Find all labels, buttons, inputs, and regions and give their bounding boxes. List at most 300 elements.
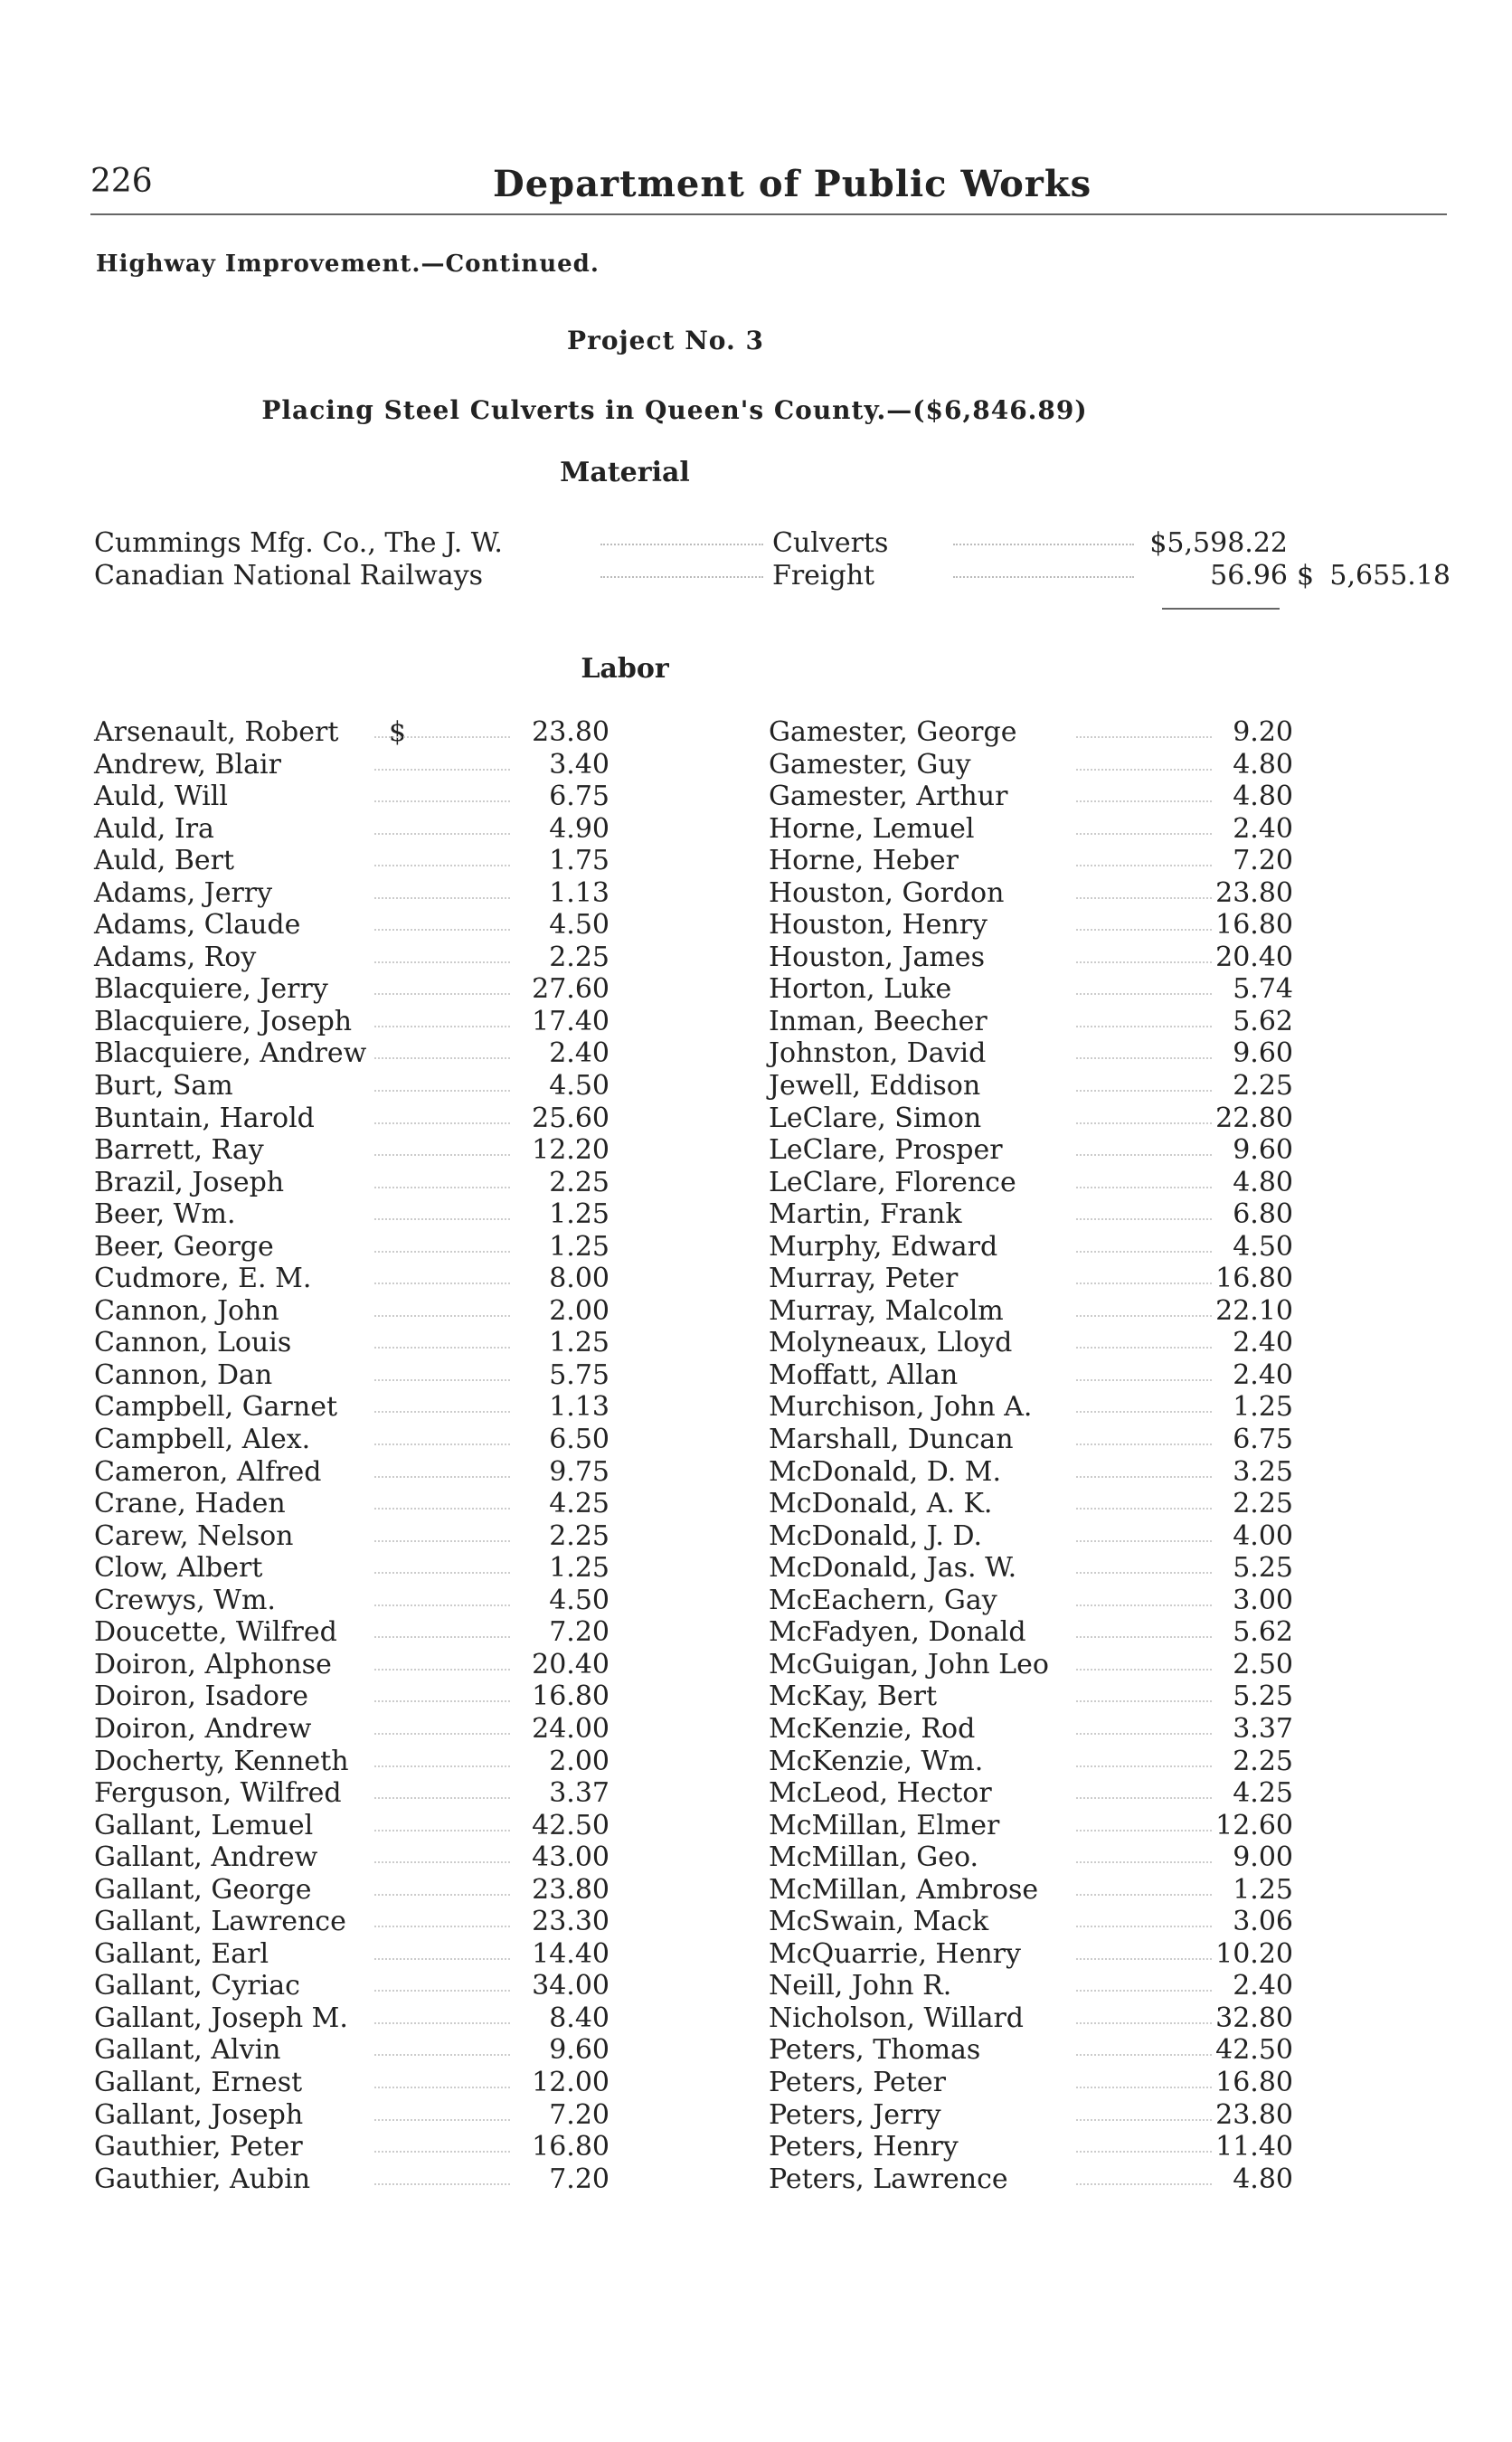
labor-amount: 12.00 xyxy=(532,2066,610,2098)
labor-row xyxy=(94,1263,610,1295)
leader-dots xyxy=(374,1026,510,1027)
labor-row xyxy=(94,1134,610,1167)
worker-name: McKenzie, Rod xyxy=(769,1712,976,1745)
worker-name: Adams, Jerry xyxy=(94,876,273,909)
labor-row xyxy=(94,1649,610,1681)
leader-dots xyxy=(374,1540,510,1542)
labor-amount: 2.40 xyxy=(1233,1358,1293,1391)
worker-name: Doiron, Andrew xyxy=(94,1712,312,1745)
worker-name: Gallant, Joseph xyxy=(94,2098,304,2131)
labor-row xyxy=(769,2002,1293,2035)
material-heading: Material xyxy=(560,457,690,488)
worker-name: Doucette, Wilfred xyxy=(94,1616,337,1649)
labor-amount: 2.40 xyxy=(1233,1327,1293,1359)
labor-row xyxy=(769,781,1293,813)
labor-amount: 22.80 xyxy=(1215,1102,1293,1134)
leader-dots xyxy=(374,1251,510,1253)
worker-name: Peters, Henry xyxy=(769,2131,959,2163)
labor-amount: 3.40 xyxy=(549,748,610,781)
worker-name: Murphy, Edward xyxy=(769,1230,998,1263)
labor-row xyxy=(94,1841,610,1874)
labor-amount: 2.25 xyxy=(549,1519,610,1552)
labor-amount: 7.20 xyxy=(1233,845,1293,877)
labor-amount: 4.00 xyxy=(1233,1519,1293,1552)
labor-amount: 3.37 xyxy=(1233,1712,1293,1745)
labor-row xyxy=(769,1938,1293,1971)
labor-row xyxy=(94,1585,610,1617)
labor-amount: 6.75 xyxy=(549,781,610,813)
labor-amount: 20.40 xyxy=(532,1648,610,1680)
worker-name: Gauthier, Peter xyxy=(94,2131,303,2163)
labor-amount: 23.80 xyxy=(532,1873,610,1906)
leader-dots xyxy=(374,1861,510,1863)
worker-name: Docherty, Kenneth xyxy=(94,1745,349,1777)
leader-dots xyxy=(374,1379,510,1381)
worker-name: Blacquiere, Jerry xyxy=(94,973,328,1006)
labor-amount: 2.00 xyxy=(549,1745,610,1777)
worker-name: Gauthier, Aubin xyxy=(94,2163,311,2195)
labor-row xyxy=(769,749,1293,781)
worker-name: McMillan, Geo. xyxy=(769,1841,979,1874)
labor-row xyxy=(94,942,610,974)
worker-name: McKay, Bert xyxy=(769,1680,938,1713)
worker-name: Martin, Frank xyxy=(769,1198,962,1231)
labor-amount: 2.25 xyxy=(1233,1745,1293,1777)
labor-row xyxy=(769,1391,1293,1424)
labor-amount: 9.75 xyxy=(549,1455,610,1488)
labor-row xyxy=(94,1520,610,1553)
worker-name: Auld, Will xyxy=(94,781,228,813)
labor-amount: 5.25 xyxy=(1233,1680,1293,1713)
worker-name: McFadyen, Donald xyxy=(769,1616,1026,1649)
leader-dots xyxy=(374,2022,510,2024)
labor-amount: 43.00 xyxy=(532,1841,610,1874)
labor-amount: 5.75 xyxy=(549,1358,610,1391)
worker-name: Cannon, John xyxy=(94,1294,279,1327)
worker-name: McDonald, D. M. xyxy=(769,1455,1002,1488)
worker-name: Gallant, Lemuel xyxy=(94,1809,314,1841)
leader-dots xyxy=(374,2054,510,2056)
labor-amount: 4.25 xyxy=(549,1488,610,1520)
labor-row xyxy=(769,942,1293,974)
worker-name: Ferguson, Wilfred xyxy=(94,1777,342,1810)
leader-dots xyxy=(374,897,510,899)
labor-amount: 2.25 xyxy=(1233,1070,1293,1103)
labor-row xyxy=(769,909,1293,942)
material-item: Culverts xyxy=(772,527,889,559)
labor-row xyxy=(94,2131,610,2163)
labor-row xyxy=(769,1906,1293,1938)
worker-name: Gallant, Cyriac xyxy=(94,1970,300,2002)
labor-amount: 1.25 xyxy=(549,1230,610,1263)
worker-name: Gallant, Lawrence xyxy=(94,1906,346,1938)
labor-row xyxy=(94,2067,610,2099)
labor-amount: 2.40 xyxy=(1233,1970,1293,2002)
labor-amount: 16.80 xyxy=(532,1680,610,1713)
leader-dots xyxy=(374,1636,510,1638)
labor-row xyxy=(769,1327,1293,1359)
material-row xyxy=(94,527,1451,563)
labor-amount: 1.25 xyxy=(1233,1873,1293,1906)
worker-name: Blacquiere, Andrew xyxy=(94,1037,367,1070)
leader-dots xyxy=(374,1154,510,1156)
leader-dots xyxy=(374,1990,510,1992)
labor-row xyxy=(94,1424,610,1456)
labor-row xyxy=(769,813,1293,846)
labor-row xyxy=(94,1713,610,1746)
labor-amount: 42.50 xyxy=(1215,2034,1293,2067)
worker-name: Doiron, Alphonse xyxy=(94,1648,332,1680)
material-amount: $5,598.22 xyxy=(1149,527,1288,559)
worker-name: Doiron, Isadore xyxy=(94,1680,308,1713)
labor-row xyxy=(94,1552,610,1585)
total-rule xyxy=(1162,608,1280,610)
labor-row xyxy=(94,1070,610,1103)
labor-row xyxy=(94,781,610,813)
leader-dots xyxy=(374,736,510,738)
labor-row xyxy=(769,1006,1293,1038)
labor-amount: 7.20 xyxy=(549,2098,610,2131)
labor-amount: 4.50 xyxy=(549,1584,610,1616)
labor-row xyxy=(94,1488,610,1520)
labor-row xyxy=(769,1295,1293,1328)
leader-dots xyxy=(374,1283,510,1284)
labor-amount: 17.40 xyxy=(532,1005,610,1037)
worker-name: Molyneaux, Lloyd xyxy=(769,1327,1013,1359)
leader-dots xyxy=(374,1669,510,1671)
worker-name: Inman, Beecher xyxy=(769,1005,988,1037)
labor-row xyxy=(94,749,610,781)
labor-amount: 4.90 xyxy=(549,812,610,845)
labor-amount: 9.60 xyxy=(1233,1037,1293,1070)
worker-name: Auld, Bert xyxy=(94,845,235,877)
labor-amount: 1.13 xyxy=(549,876,610,909)
leader-dots xyxy=(374,1604,510,1606)
leader-dots xyxy=(374,1572,510,1574)
material-vendor: Cummings Mfg. Co., The J. W. xyxy=(94,527,503,559)
labor-amount: 9.60 xyxy=(549,2034,610,2067)
labor-amount: 12.20 xyxy=(532,1134,610,1167)
worker-name: Nicholson, Willard xyxy=(769,2002,1024,2034)
labor-amount: 9.20 xyxy=(1233,716,1293,748)
labor-amount: 9.00 xyxy=(1233,1841,1293,1874)
worker-name: Gallant, Ernest xyxy=(94,2066,303,2098)
worker-name: McMillan, Ambrose xyxy=(769,1873,1039,1906)
labor-amount: 6.80 xyxy=(1233,1198,1293,1231)
project-title: Placing Steel Culverts in Queen's County.—($6,846.89) xyxy=(261,395,1088,425)
worker-name: Gallant, George xyxy=(94,1873,312,1906)
labor-amount: 3.25 xyxy=(1233,1455,1293,1488)
labor-amount: 4.80 xyxy=(1233,781,1293,813)
leader-dots xyxy=(374,769,510,771)
labor-amount: 16.80 xyxy=(1215,2066,1293,2098)
labor-row xyxy=(769,1424,1293,1456)
worker-name: McDonald, J. D. xyxy=(769,1519,983,1552)
labor-amount: 5.62 xyxy=(1233,1616,1293,1649)
labor-row xyxy=(769,1649,1293,1681)
labor-row xyxy=(769,1167,1293,1199)
labor-amount: 4.50 xyxy=(1233,1230,1293,1263)
worker-name: Gamester, Arthur xyxy=(769,781,1008,813)
leader-dots xyxy=(374,961,510,963)
labor-amount: 10.20 xyxy=(1215,1937,1293,1970)
leader-dots xyxy=(600,576,763,578)
labor-amount: 4.50 xyxy=(549,909,610,942)
labor-row xyxy=(94,813,610,846)
labor-row xyxy=(94,1103,610,1135)
worker-name: Burt, Sam xyxy=(94,1070,233,1103)
labor-amount: 1.25 xyxy=(549,1327,610,1359)
labor-row xyxy=(94,877,610,910)
worker-name: McDonald, Jas. W. xyxy=(769,1552,1017,1585)
worker-name: LeClare, Simon xyxy=(769,1102,982,1134)
labor-amount: 32.80 xyxy=(1215,2002,1293,2034)
leader-dots xyxy=(374,1187,510,1188)
worker-name: Horne, Heber xyxy=(769,845,959,877)
worker-name: Crane, Haden xyxy=(94,1488,286,1520)
labor-row xyxy=(94,973,610,1006)
leader-dots xyxy=(374,1411,510,1413)
labor-amount: 22.10 xyxy=(1215,1294,1293,1327)
worker-name: Cannon, Louis xyxy=(94,1327,292,1359)
labor-amount: 5.62 xyxy=(1233,1005,1293,1037)
labor-row xyxy=(94,845,610,877)
labor-row xyxy=(769,1263,1293,1295)
header-rule xyxy=(90,213,1447,215)
worker-name: Peters, Lawrence xyxy=(769,2163,1008,2195)
labor-row xyxy=(94,1327,610,1359)
labor-row xyxy=(769,2163,1293,2196)
worker-name: Neill, John R. xyxy=(769,1970,952,2002)
labor-row xyxy=(769,1874,1293,1907)
worker-name: Barrett, Ray xyxy=(94,1134,264,1167)
labor-amount: 4.25 xyxy=(1233,1777,1293,1810)
leader-dots xyxy=(374,1476,510,1478)
labor-row xyxy=(94,2034,610,2067)
worker-name: Crewys, Wm. xyxy=(94,1584,276,1616)
labor-amount: 6.50 xyxy=(549,1424,610,1456)
worker-name: Gamester, George xyxy=(769,716,1017,748)
labor-row xyxy=(94,1810,610,1842)
leader-dots xyxy=(374,800,510,802)
page-header xyxy=(90,163,1447,213)
labor-row xyxy=(769,2034,1293,2067)
labor-row xyxy=(94,1746,610,1778)
leader-dots xyxy=(374,1057,510,1059)
worker-name: Gallant, Alvin xyxy=(94,2034,281,2067)
worker-name: McGuigan, John Leo xyxy=(769,1648,1049,1680)
material-item: Freight xyxy=(772,560,875,592)
worker-name: Murchison, John A. xyxy=(769,1391,1033,1424)
worker-name: Buntain, Harold xyxy=(94,1102,315,1134)
labor-amount: 6.75 xyxy=(1233,1424,1293,1456)
labor-row xyxy=(94,1231,610,1264)
labor-row xyxy=(769,1777,1293,1810)
leader-dots xyxy=(374,1508,510,1510)
worker-name: Murray, Peter xyxy=(769,1263,959,1295)
leader-dots xyxy=(374,865,510,866)
labor-amount: 3.37 xyxy=(549,1777,610,1810)
labor-row xyxy=(769,1037,1293,1070)
labor-amount: 1.13 xyxy=(549,1391,610,1424)
labor-amount: 8.40 xyxy=(549,2002,610,2034)
labor-row xyxy=(94,716,610,749)
material-row xyxy=(94,560,1451,596)
labor-amount: 7.20 xyxy=(549,2163,610,2195)
leader-dots xyxy=(374,1894,510,1896)
labor-amount: 2.25 xyxy=(549,941,610,973)
material-total: 5,655.18 xyxy=(1329,560,1451,592)
labor-row xyxy=(769,1970,1293,2002)
leader-dots xyxy=(374,1443,510,1445)
labor-row xyxy=(94,1198,610,1231)
labor-row xyxy=(94,2163,610,2196)
labor-amount: 1.25 xyxy=(549,1552,610,1585)
worker-name: Cannon, Dan xyxy=(94,1358,273,1391)
labor-row xyxy=(94,1391,610,1424)
labor-row xyxy=(769,1103,1293,1135)
leader-dots xyxy=(374,833,510,835)
labor-amount: 2.50 xyxy=(1233,1648,1293,1680)
labor-row xyxy=(769,1585,1293,1617)
worker-name: Gallant, Earl xyxy=(94,1937,269,1970)
leader-dots xyxy=(600,544,763,545)
labor-amount: 11.40 xyxy=(1215,2131,1293,2163)
worker-name: Beer, Wm. xyxy=(94,1198,236,1231)
running-title: Department of Public Works xyxy=(493,163,1092,205)
worker-name: Carew, Nelson xyxy=(94,1519,294,1552)
labor-amount: 16.80 xyxy=(1215,1263,1293,1295)
worker-name: Cudmore, E. M. xyxy=(94,1263,312,1295)
labor-amount: 2.40 xyxy=(1233,812,1293,845)
labor-dollar-sign: $ xyxy=(389,716,407,748)
labor-amount: 7.20 xyxy=(549,1616,610,1649)
labor-row xyxy=(769,1810,1293,1842)
labor-row xyxy=(769,1616,1293,1649)
labor-row xyxy=(94,1359,610,1392)
labor-row xyxy=(769,1680,1293,1713)
labor-row xyxy=(769,2099,1293,2132)
leader-dots xyxy=(374,1926,510,1927)
worker-name: LeClare, Prosper xyxy=(769,1134,1003,1167)
labor-amount: 23.80 xyxy=(532,716,610,748)
leader-dots xyxy=(374,1830,510,1832)
worker-name: McKenzie, Wm. xyxy=(769,1745,984,1777)
labor-row xyxy=(769,1552,1293,1585)
worker-name: Moffatt, Allan xyxy=(769,1358,959,1391)
leader-dots xyxy=(374,993,510,995)
labor-row xyxy=(769,1198,1293,1231)
worker-name: McEachern, Gay xyxy=(769,1584,997,1616)
labor-row xyxy=(769,2131,1293,2163)
labor-amount: 25.60 xyxy=(532,1102,610,1134)
labor-amount: 4.80 xyxy=(1233,1166,1293,1198)
labor-row xyxy=(94,1616,610,1649)
labor-row xyxy=(94,2099,610,2132)
worker-name: Adams, Roy xyxy=(94,941,257,973)
worker-name: Cameron, Alfred xyxy=(94,1455,322,1488)
labor-amount: 1.25 xyxy=(549,1198,610,1231)
labor-row xyxy=(769,1456,1293,1489)
labor-amount: 4.80 xyxy=(1233,2163,1293,2195)
labor-amount: 14.40 xyxy=(532,1937,610,1970)
labor-amount: 3.06 xyxy=(1233,1906,1293,1938)
worker-name: Peters, Jerry xyxy=(769,2098,941,2131)
labor-row xyxy=(94,1167,610,1199)
worker-name: McQuarrie, Henry xyxy=(769,1937,1021,1970)
worker-name: Horne, Lemuel xyxy=(769,812,975,845)
labor-amount: 9.60 xyxy=(1233,1134,1293,1167)
worker-name: Gamester, Guy xyxy=(769,748,971,781)
labor-amount: 34.00 xyxy=(532,1970,610,2002)
worker-name: Marshall, Duncan xyxy=(769,1424,1014,1456)
leader-dots xyxy=(374,1090,510,1092)
material-vendor: Canadian National Railways xyxy=(94,560,484,592)
labor-row xyxy=(769,1488,1293,1520)
worker-name: LeClare, Florence xyxy=(769,1166,1016,1198)
labor-row xyxy=(94,1680,610,1713)
labor-left-column xyxy=(94,716,610,2195)
leader-dots xyxy=(374,1797,510,1799)
labor-amount: 24.00 xyxy=(532,1712,610,1745)
worker-name: Gallant, Joseph M. xyxy=(94,2002,348,2034)
worker-name: Andrew, Blair xyxy=(94,748,281,781)
worker-name: McDonald, A. K. xyxy=(769,1488,993,1520)
labor-amount: 23.80 xyxy=(1215,2098,1293,2131)
labor-row xyxy=(94,1906,610,1938)
section-heading: Highway Improvement.—Continued. xyxy=(96,251,600,278)
labor-row xyxy=(769,1520,1293,1553)
labor-amount: 1.75 xyxy=(549,845,610,877)
labor-amount: 23.80 xyxy=(1215,876,1293,909)
labor-row xyxy=(769,716,1293,749)
worker-name: Auld, Ira xyxy=(94,812,214,845)
labor-heading: Labor xyxy=(581,653,669,685)
labor-amount: 16.80 xyxy=(1215,909,1293,942)
labor-row xyxy=(769,877,1293,910)
leader-dots xyxy=(374,929,510,931)
worker-name: Campbell, Garnet xyxy=(94,1391,338,1424)
labor-amount: 2.00 xyxy=(549,1294,610,1327)
leader-dots xyxy=(374,1765,510,1767)
labor-amount: 4.50 xyxy=(549,1070,610,1103)
labor-row xyxy=(769,1134,1293,1167)
labor-row xyxy=(769,1359,1293,1392)
labor-amount: 8.00 xyxy=(549,1263,610,1295)
labor-amount: 4.80 xyxy=(1233,748,1293,781)
worker-name: Jewell, Eddison xyxy=(769,1070,981,1103)
worker-name: Peters, Peter xyxy=(769,2066,946,2098)
worker-name: McLeod, Hector xyxy=(769,1777,992,1810)
worker-name: Horton, Luke xyxy=(769,973,952,1006)
labor-amount: 16.80 xyxy=(532,2131,610,2163)
labor-amount: 1.25 xyxy=(1233,1391,1293,1424)
worker-name: Adams, Claude xyxy=(94,909,301,942)
labor-amount: 5.74 xyxy=(1233,973,1293,1006)
worker-name: Houston, Henry xyxy=(769,909,988,942)
leader-dots xyxy=(374,2183,510,2185)
labor-amount: 12.60 xyxy=(1215,1809,1293,1841)
labor-row xyxy=(94,1006,610,1038)
leader-dots xyxy=(374,2151,510,2153)
labor-amount: 3.00 xyxy=(1233,1584,1293,1616)
worker-name: Johnston, David xyxy=(769,1037,987,1070)
labor-row xyxy=(769,1713,1293,1746)
labor-amount: 2.25 xyxy=(549,1166,610,1198)
leader-dots xyxy=(374,1315,510,1317)
leader-dots xyxy=(374,1733,510,1735)
labor-row xyxy=(94,1295,610,1328)
